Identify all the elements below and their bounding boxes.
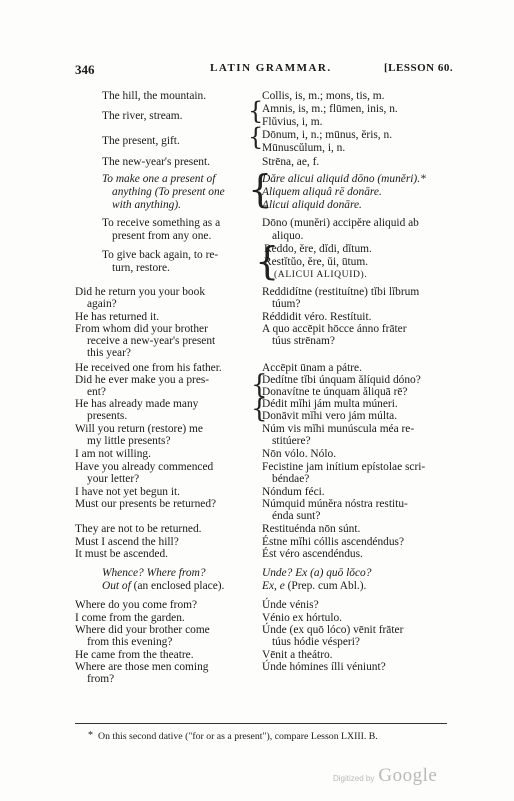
out-of-line (102, 580, 224, 592)
phrase-la: aliquo. (272, 230, 304, 242)
vocab-la: Collis, is, m.; mons, tis, m. (262, 90, 385, 102)
brace-glyph: { (251, 394, 268, 424)
dialogue-la: Nóndum féci. (262, 486, 325, 498)
dialogue-en: Must our presents be returned? (75, 498, 217, 510)
dialogue-en: Where do you come from? (75, 599, 198, 611)
case-note: (ALICUI ALIQUID). (274, 269, 368, 280)
dialogue-en: my little presents? (87, 435, 171, 447)
dialogue-la: Reddidítne (restituítne) tĭbi lĭbrum (262, 286, 420, 298)
dialogue-en: Will you return (restore) me (75, 423, 203, 435)
phrase-en: To make one a present of (102, 173, 216, 185)
brace-glyph: { (248, 167, 273, 211)
brace-glyph: { (255, 239, 280, 283)
footnote-marker: * (88, 730, 93, 741)
lesson-reference: [LESSON 60. (384, 62, 454, 74)
dialogue-en: It must be ascended. (75, 548, 168, 560)
dialogue-en: I come from the garden. (75, 612, 185, 624)
dialogue-en: I have not yet begun it. (75, 486, 181, 498)
whence-en: Whence? Where from? (102, 567, 206, 579)
out-of-gloss: (an enclosed place). (130, 580, 225, 592)
phrase-en: To give back again, to re- (102, 249, 219, 261)
phrase-la: Dăre alicui aliquid dōno (munĕri).* (262, 173, 426, 185)
phrase-en: To receive something as a (102, 217, 221, 229)
dialogue-la: Éstne mĭhi cóllis ascendéndus? (262, 536, 405, 548)
dialogue-la: Vēnit a theátro. (262, 649, 333, 661)
dialogue-la: stitúere? (272, 435, 311, 447)
ex-label: Ex, e (262, 580, 285, 592)
dialogue-en: From whom did your brother (75, 323, 208, 335)
phrase-la: Restĭtŭo, ĕre, ŭi, ūtum. (264, 256, 369, 268)
phrase-la: Dōno (munĕri) accipĕre aliquid ab (262, 217, 419, 229)
dialogue-la: túum? (272, 298, 301, 310)
running-title: LATIN GRAMMAR. (210, 62, 332, 74)
vocab-la: Flŭvius, i, m. (262, 116, 323, 128)
dialogue-en: Have you already commenced (75, 461, 214, 473)
vocab-en: The present, gift. (102, 135, 180, 147)
dialogue-la: Fecistine jam inítium epístolae scri- (262, 461, 426, 473)
dialogue-en: Did he ever make you a pres- (75, 374, 210, 386)
phrase-la: Alicui aliquid donāre. (262, 199, 362, 211)
phrase-la: Aliquem aliquâ rē donāre. (262, 186, 382, 198)
dialogue-la: A quo accēpit hōcce ánno frāter (262, 323, 407, 335)
watermark-brand: Google (378, 765, 438, 786)
dialogue-en: I am not willing. (75, 448, 151, 460)
dialogue-en: He received one from his father. (75, 362, 222, 374)
dialogue-la: Vénio ex hórtulo. (262, 612, 343, 624)
dialogue-en: He has returned it. (75, 311, 160, 323)
dialogue-la: Únde vénis? (262, 599, 319, 611)
dialogue-la: Dedítne tĭbi únquam ălíquid dóno? (262, 374, 421, 386)
phrase-en: present from any one. (112, 230, 212, 242)
dialogue-en: He came from the theatre. (75, 649, 194, 661)
brace-glyph: { (248, 123, 264, 151)
whence-la: Unde? Ex (a) quō lŏco? (262, 567, 372, 579)
vocab-la: Mūnuscŭlum, i, n. (262, 142, 346, 154)
phrase-en: with anything). (112, 199, 181, 211)
vocab-la: Strēna, ae, f. (262, 156, 320, 168)
vocab-la: Dōnum, i, n.; mūnus, ĕris, n. (262, 129, 393, 141)
dialogue-la: túus strēnam? (272, 335, 335, 347)
dialogue-en: this year? (87, 347, 131, 359)
vocab-en: The new-year's present. (102, 156, 210, 168)
dialogue-la: Únde hómines ílli véniunt? (262, 661, 386, 673)
dialogue-la: Accēpit ūnam a pátre. (262, 362, 362, 374)
dialogue-la: Restituénda nōn súnt. (262, 523, 361, 535)
dialogue-la: Donavítne te únquam ăliquā rē? (262, 386, 408, 398)
brace-glyph: { (251, 370, 268, 400)
dialogue-la: Donāvit mĭhi vero jám múlta. (262, 410, 398, 422)
google-watermark (333, 765, 437, 787)
brace-glyph: { (248, 97, 264, 125)
dialogue-la: Nōn vólo. Nólo. (262, 448, 337, 460)
dialogue-la: Ést véro ascendéndus. (262, 548, 363, 560)
vocab-en: The hill, the mountain. (102, 90, 207, 102)
vocab-en: The river, stream. (102, 110, 183, 122)
vocab-la: Amnis, is, m.; flūmen, inis, n. (262, 103, 398, 115)
dialogue-la: túus hódie vésperi? (272, 636, 360, 648)
dialogue-en: from? (87, 673, 115, 685)
dialogue-en: from this evening? (87, 636, 173, 648)
footnote: On this second dative ("for or as a present"), compare Lesson LXIII. B. (98, 731, 378, 742)
dialogue-la: Númquid múnĕra nóstra restitu- (262, 498, 408, 510)
dialogue-la: Dédit mĭhi jám multa múneri. (262, 398, 398, 410)
phrase-en: turn, restore. (112, 262, 170, 274)
ex-line (262, 580, 366, 592)
dialogue-la: béndae? (272, 473, 310, 485)
dialogue-en: again? (87, 298, 117, 310)
phrase-en: anything (To present one (112, 186, 225, 198)
dialogue-en: presents. (87, 410, 128, 422)
dialogue-en: Must I ascend the hill? (75, 536, 179, 548)
dialogue-la: Núm vis mĭhi munúscula méa re- (262, 423, 415, 435)
page-number: 346 (75, 62, 95, 77)
dialogue-en: ent? (87, 386, 106, 398)
phrase-la: Reddo, ĕre, dĭdi, dĭtum. (264, 243, 372, 255)
dialogue-en: Where did your brother come (75, 624, 210, 636)
dialogue-en: Did he return you your book (75, 286, 206, 298)
dialogue-en: He has already made many (75, 398, 199, 410)
dialogue-la: Únde (ex quō lóco) vēnit frāter (262, 624, 404, 636)
dialogue-la: énda sunt? (272, 510, 321, 522)
dialogue-la: Réddidit véro. Restítuit. (262, 311, 372, 323)
watermark-prefix: Digitized by (333, 774, 375, 783)
ex-gloss: (Prep. cum Abl.). (284, 580, 367, 592)
dialogue-en: receive a new-year's present (87, 335, 216, 347)
out-of-label: Out of (102, 580, 131, 592)
dialogue-en: They are not to be returned. (75, 523, 202, 535)
dialogue-en: your letter? (87, 473, 140, 485)
footnote-divider (75, 723, 447, 724)
dialogue-en: Where are those men coming (75, 661, 209, 673)
